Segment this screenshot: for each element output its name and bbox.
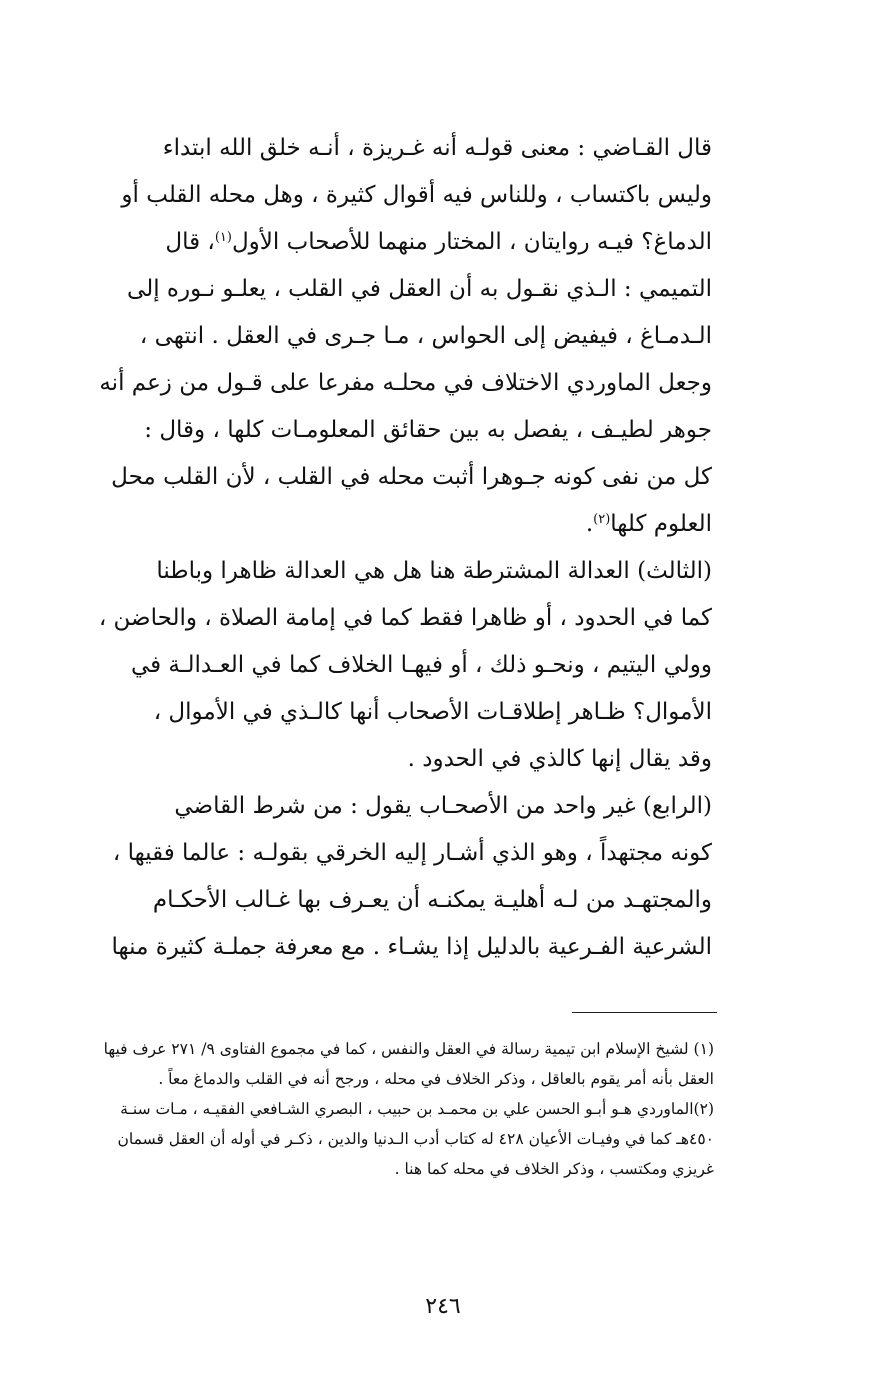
- text-line-4: التميمي : الـذي نقـول به أن العقل في القلب ، يعلـو نـوره إلى: [127, 276, 712, 302]
- main-text: [98, 125, 712, 971]
- text-line-12: وولي اليتيم ، ونحـو ذلك ، أو فيهـا الخلاف كما في العـدالـة في: [130, 652, 712, 678]
- text-line-3-body: الدماغ؟ فيـه روايتان ، المختار منهما للأصحاب الأول: [231, 229, 712, 255]
- text-line-11: كما في الحدود ، أو ظاهرا فقط كما في إمامة الصلاة ، والحاضن ،: [98, 605, 712, 631]
- text-line-9: [118, 501, 712, 548]
- text-line-3-tail: ، قال: [165, 229, 215, 255]
- text-line-17: والمجتهـد من لـه أهليـة يمكنـه أن يعـرف بها غـالب الأحكـام: [152, 887, 712, 913]
- text-line-7: جوهر لطيـف ، يفصل به بين حقائق المعلومـات كلها ، وقال :: [144, 417, 712, 443]
- text-line-18: الشرعية الفـرعية بالدليل إذا يشـاء . مع معرفة جملـة كثيرة منها: [111, 934, 712, 960]
- text-line-13: الأموال؟ ظـاهر إطلاقـات الأصحاب أنها كالـذي في الأموال ،: [153, 699, 712, 725]
- footnote-line-4: ٤٥٠هـ كما في وفيـات الأعيان ٤٢٨ له كتاب أدب الـدنيا والدين ، ذكـر في أوله أن العقل قسمان: [117, 1130, 714, 1148]
- footnote-ref-1: (١): [214, 230, 232, 245]
- footnote-ref-2: (٢): [593, 512, 611, 527]
- page-number: ٢٤٦: [425, 1294, 461, 1319]
- footnote-line-2: العقل بأنه أمر يقوم بالعاقل ، وذكر الخلاف في محله ، ورجح أنه في القلب والدماغ معاً .: [158, 1070, 714, 1088]
- text-line-14: وقد يقال إنها كالذي في الحدود .: [407, 746, 712, 772]
- text-line-16: كونه مجتهداً ، وهو الذي أشـار إليه الخرقي بقولـه : عالما فقيها ،: [112, 840, 712, 866]
- text-line-1: قال القـاضي : معنى قولـه أنه غـريزة ، أنـه خلق الله ابتداء: [162, 135, 712, 161]
- footnote-line-5: غريزي ومكتسب ، وذكر الخلاف في محله كما هنا .: [394, 1160, 714, 1178]
- text-line-8: كل من نفى كونه جـوهرا أثبت محله في القلب ، لأن القلب محل: [111, 464, 712, 490]
- footnote-line-1: (١) لشيخ الإسلام ابن تيمية رسالة في العقل والنفس ، كما في مجموع الفتاوى ٩/ ٢٧١ عرف فيها: [103, 1040, 714, 1058]
- text-line-2: وليس باكتساب ، وللناس فيه أقوال كثيرة ، وهل محله القلب أو: [121, 182, 712, 208]
- footnote-separator: [572, 1012, 717, 1013]
- text-line-15: (الرابع) غير واحد من الأصحـاب يقول : من شرط القاضي: [174, 793, 712, 819]
- text-line-5: الـدمـاغ ، فيفيض إلى الحواس ، مـا جـرى في العقل . انتهى ،: [139, 323, 712, 349]
- footnotes: [103, 1034, 714, 1184]
- text-line-9-tail: .: [585, 511, 594, 537]
- text-line-10: (الثالث) العدالة المشترطة هنا هل هي العدالة ظاهرا وباطنا: [156, 558, 712, 584]
- text-line-3: [118, 219, 712, 266]
- text-line-9-body: العلوم كلها: [610, 511, 712, 537]
- footnote-line-3: (٢)الماوردي هـو أبـو الحسن علي بن محمـد بن حبيب ، البصري الشـافعي الفقيـه ، مـات سنـة: [120, 1100, 714, 1118]
- text-line-6: وجعل الماوردي الاختلاف في محلـه مفرعا على قـول من زعم أنه: [99, 370, 712, 396]
